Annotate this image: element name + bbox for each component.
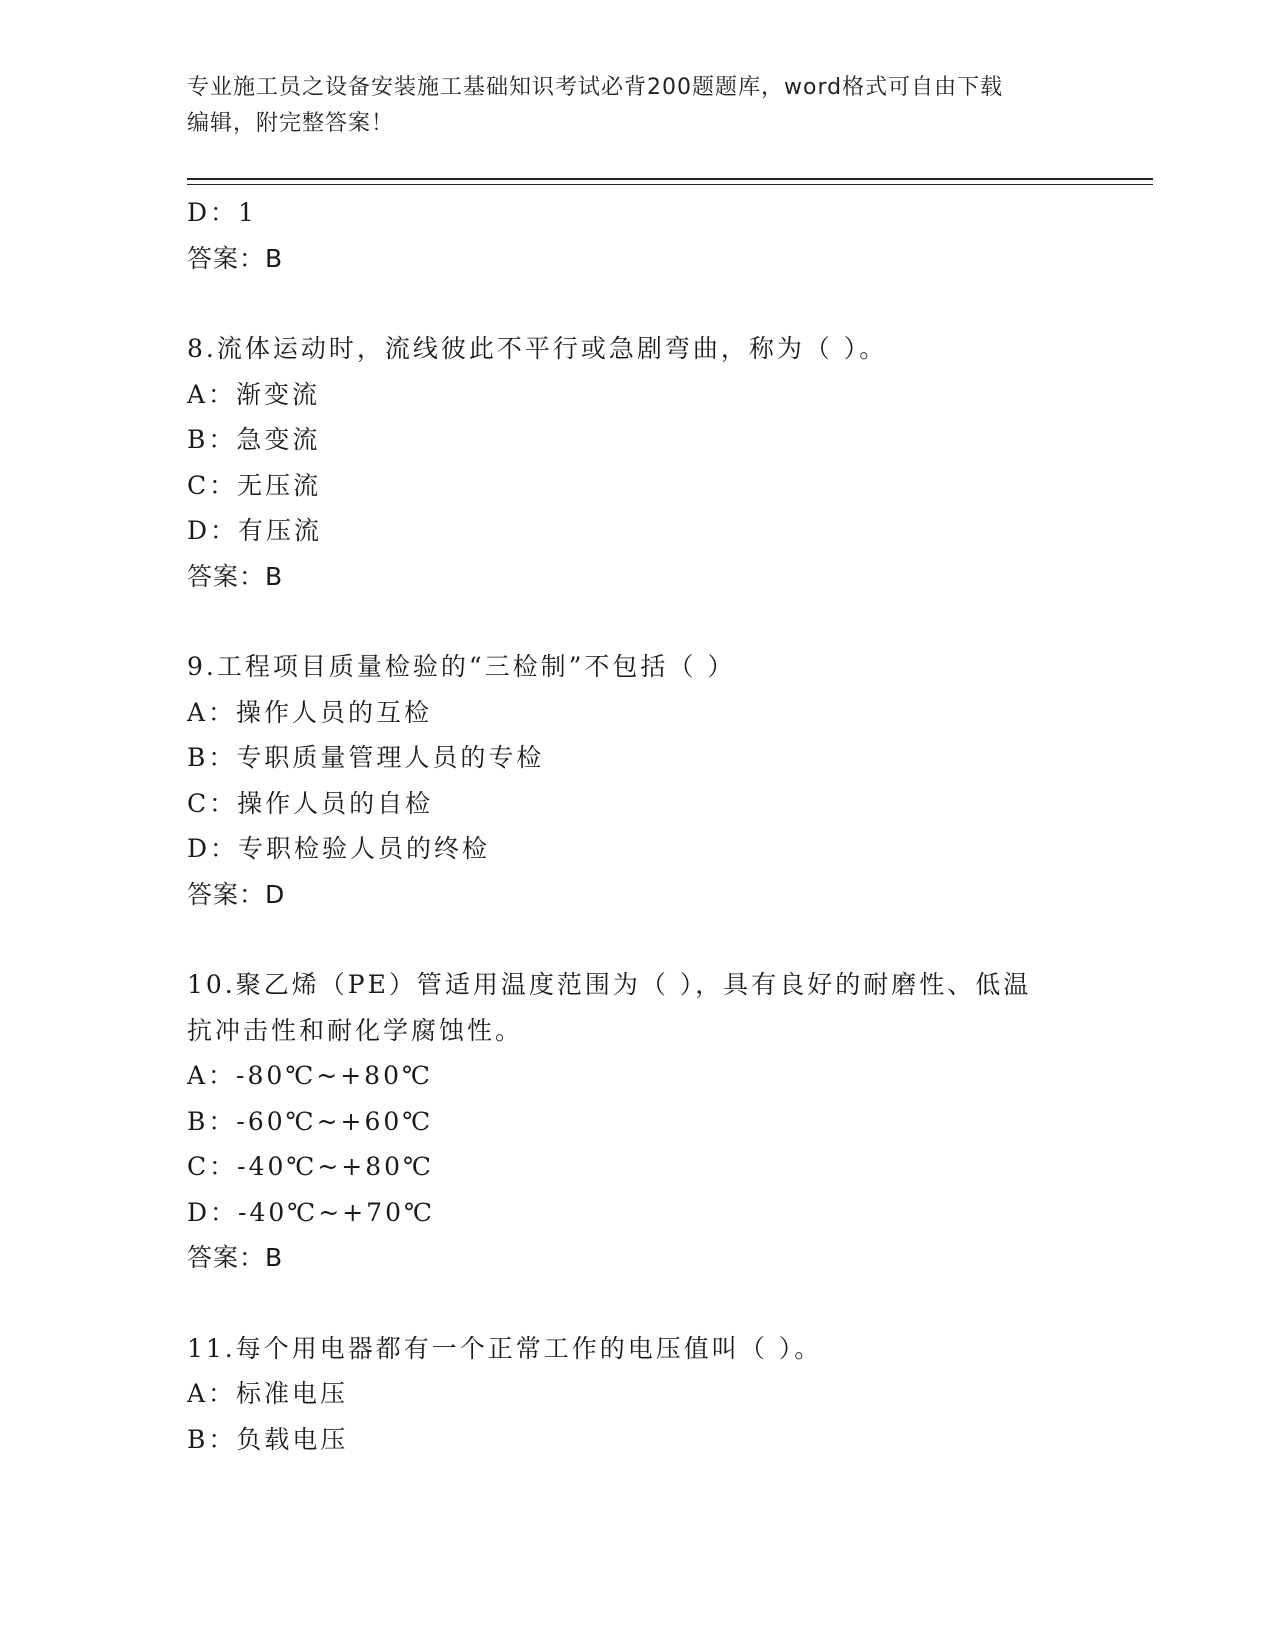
answer-line: 答案：B xyxy=(187,1243,284,1272)
option-a: A：操作人员的互检 xyxy=(187,697,433,727)
question-title: 9.工程项目质量检验的“三检制”不包括（ ） xyxy=(187,652,736,681)
document-header xyxy=(187,70,1087,142)
option-d: D：-40℃~+70℃ xyxy=(187,1197,435,1227)
option-c: C：无压流 xyxy=(187,470,322,500)
option-b: B：急变流 xyxy=(187,425,321,454)
option-d: D：1 xyxy=(187,198,257,227)
header-line-1: 专业施工员之设备安装施工基础知识考试必背200题题库，word格式可自由下载 xyxy=(187,75,1004,100)
option-b: B：专职质量管理人员的专检 xyxy=(187,743,545,772)
question-8 xyxy=(187,326,1087,599)
question-11 xyxy=(187,1326,1087,1463)
question-title: 8.流体运动时，流线彼此不平行或急剧弯曲，称为（ ）。 xyxy=(187,334,888,363)
question-title-line-1: 10.聚乙烯（PE）管适用温度范围为（ ），具有良好的耐磨性、低温 xyxy=(187,970,1032,999)
spacer xyxy=(187,599,1087,644)
option-d: D：有压流 xyxy=(187,516,323,545)
option-d: D：专职检验人员的终检 xyxy=(187,834,491,863)
question-9 xyxy=(187,644,1087,917)
option-b: B：负载电压 xyxy=(187,1424,349,1454)
question-10 xyxy=(187,962,1087,1281)
header-divider-thick xyxy=(187,178,1153,180)
spacer xyxy=(187,1281,1087,1326)
option-b: B：-60℃~+60℃ xyxy=(187,1106,434,1136)
question-title-line-2: 抗冲击性和耐化学腐蚀性。 xyxy=(187,1015,524,1045)
answer-line: 答案：B xyxy=(187,561,284,591)
option-a: A：渐变流 xyxy=(187,379,321,409)
header-line-2: 编辑，附完整答案！ xyxy=(187,111,395,136)
question-title: 11.每个用电器都有一个正常工作的电压值叫（ ）。 xyxy=(187,1333,823,1363)
option-a: A：标准电压 xyxy=(187,1379,349,1408)
option-c: C：操作人员的自检 xyxy=(187,788,434,818)
option-a: A：-80℃~+80℃ xyxy=(187,1061,433,1090)
answer-line: 答案：D xyxy=(187,879,286,909)
answer-line: 答案：B xyxy=(187,243,284,273)
option-c: C：-40℃~+80℃ xyxy=(187,1152,435,1181)
question-list xyxy=(187,190,1087,1462)
header-divider-thin xyxy=(187,184,1153,185)
spacer xyxy=(187,917,1087,962)
spacer xyxy=(187,281,1087,326)
